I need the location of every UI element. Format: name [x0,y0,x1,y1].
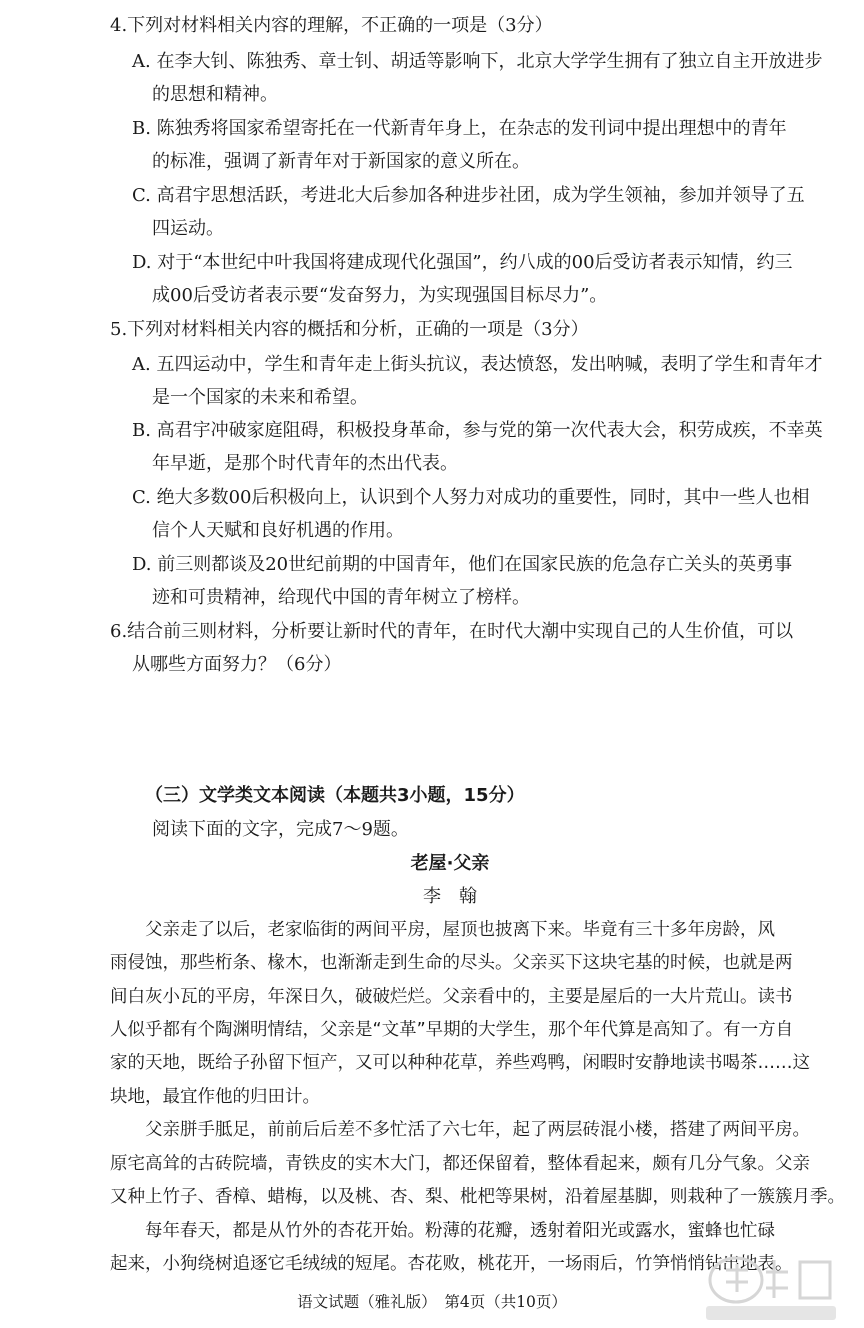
passage-line: 间白灰小瓦的平房，年深日久，破破烂烂。父亲看中的，主要是屋后的一大片荒山。读书 [110,987,793,1007]
passage-line: 父亲走了以后，老家临街的两间平房，屋顶也披离下来。毕竟有三十多年房龄，风 [110,920,775,940]
q5-option-c: C. 绝大多数00后积极向上，认识到个人努力对成功的重要性，同时，其中一些人也相 [132,487,810,508]
q4-option-c: C. 高君宇思想活跃，考进北大后参加各种进步社团，成为学生领袖，参加并领导了五 [132,185,805,206]
passage-author: 李 翰 [423,886,477,907]
page-footer: 语文试题（雅礼版） 第4页（共10页） [297,1293,567,1311]
passage-line: 人似乎都有个陶渊明情结，父亲是“文革”早期的大学生，那个年代算是高知了。有一方自 [110,1020,794,1040]
q6-stem-cont: 从哪些方面努力？（6分） [132,654,342,675]
q6-stem: 6.结合前三则材料，分析要让新时代的青年，在时代大潮中实现自己的人生价值，可以 [110,621,794,642]
q4-stem: 4.下列对材料相关内容的理解，不正确的一项是（3分） [110,15,553,36]
section-heading: （三）文学类文本阅读（本题共3小题，15分） [145,785,525,806]
passage-line: 每年春天，都是从竹外的杏花开始。粉薄的花瓣，透射着阳光或露水，蜜蜂也忙碌 [110,1221,775,1241]
q5-option-a-cont: 是一个国家的未来和希望。 [152,387,368,408]
passage-line: 块地，最宜作他的归田计。 [110,1087,320,1107]
q4-option-d-cont: 成00后受访者表示要“发奋努力，为实现强国目标尽力”。 [152,285,608,306]
q5-option-b: B. 高君宇冲破家庭阻碍，积极投身革命，参与党的第一次代表大会，积劳成疾，不幸英 [132,420,823,441]
q4-option-b: B. 陈独秀将国家希望寄托在一代新青年身上，在杂志的发刊词中提出理想中的青年 [132,118,787,139]
q5-stem: 5.下列对材料相关内容的概括和分析，正确的一项是（3分） [110,319,589,340]
q4-option-a: A. 在李大钊、陈独秀、章士钊、胡适等影响下，北京大学学生拥有了独立自主开放进步 [132,51,823,72]
q5-option-c-cont: 信个人天赋和良好机遇的作用。 [152,520,404,541]
q5-option-b-cont: 年早逝，是那个时代青年的杰出代表。 [152,453,458,474]
passage-title: 老屋·父亲 [410,853,490,874]
passage-line: 原宅高耸的古砖院墙，青铁皮的实木大门，都还保留着，整体看起来，颇有几分气象。父亲 [110,1154,810,1174]
passage-line: 起来，小狗绕树追逐它毛绒绒的短尾。杏花败，桃花开，一场雨后，竹笋悄悄钻出地表。 [110,1254,793,1274]
q5-option-d: D. 前三则都谈及20世纪前期的中国青年，他们在国家民族的危急存亡关头的英勇事 [132,554,793,575]
q4-option-a-cont: 的思想和精神。 [152,84,278,105]
passage-line: 又种上竹子、香樟、蜡梅，以及桃、杏、梨、枇杷等果树，沿着屋基脚，则栽种了一簇簇月季。 [110,1187,845,1207]
passage-line: 雨侵蚀，那些桁条、椽木，也渐渐走到生命的尽头。父亲买下这块宅基的时候，也就是两 [110,953,793,973]
q4-option-c-cont: 四运动。 [152,218,224,239]
q4-option-b-cont: 的标准，强调了新青年对于新国家的意义所在。 [152,151,530,172]
q4-option-d: D. 对于“本世纪中叶我国将建成现代化强国”，约八成的00后受访者表示知情，约三 [132,252,793,273]
section-instruction: 阅读下面的文字，完成7～9题。 [152,819,409,840]
q5-option-d-cont: 迹和可贵精神，给现代中国的青年树立了榜样。 [152,587,530,608]
watermark-logo-icon [696,1248,846,1326]
passage-line: 家的天地，既给子孙留下恒产，又可以种种花草，养些鸡鸭，闲暇时安静地读书喝茶……这 [110,1053,810,1073]
passage-line: 父亲胼手胝足，前前后后差不多忙活了六七年，起了两层砖混小楼，搭建了两间平房。 [110,1120,810,1140]
q5-option-a: A. 五四运动中，学生和青年走上街头抗议，表达愤怒，发出呐喊，表明了学生和青年才 [132,354,823,375]
